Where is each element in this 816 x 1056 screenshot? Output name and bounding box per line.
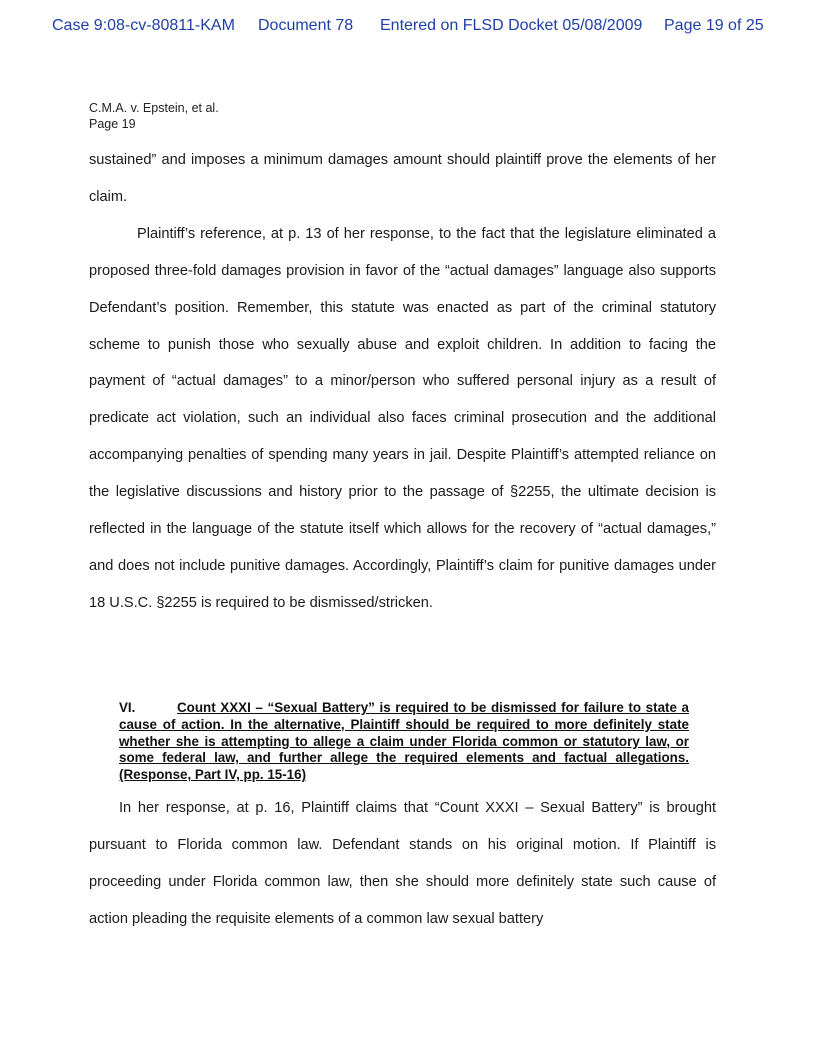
paragraph-continuation: sustained” and imposes a minimum damages amount should plaintiff prove the elements of her claim. [89,152,716,205]
page-indicator: Page 19 of 25 [664,17,764,34]
running-page-number: Page 19 [89,117,136,131]
running-head [89,100,219,132]
case-caption: C.M.A. v. Epstein, et al. [89,101,219,115]
case-number: Case 9:08-cv-80811-KAM [52,17,235,34]
docket-entry-date: Entered on FLSD Docket 05/08/2009 [380,17,643,34]
paragraph-legislature: Plaintiff’s reference, at p. 13 of her response, to the fact that the legislature eliminated a proposed three-fold damages provision in favor of the “actual damages” language also supports Defendant’s position. Remember, this statute was enacted as part of the criminal statutory scheme to punish those who sexually abuse and exploit children. In addition to facing the payment of “actual damages” to a minor/person who suffered personal injury as a result of predicate act violation, such an individual also faces criminal prosecution and the additional accompanying penalties of spending many years in jail. Despite Plaintiff’s attempted reliance on the legislative discussions and history prior to the passage of §2255, the ultimate decision is reflected in the language of the statute itself which allows for the recovery of “actual damages,” and does not include punitive damages. Accordingly, Plaintiff’s claim for punitive damages under 18 U.S.C. §2255 is required to be dismissed/stricken. [89,225,716,611]
paragraph-count-xxxi: In her response, at p. 16, Plaintiff claims that “Count XXXI – Sexual Battery” is brought pursuant to Florida common law. Defendant stands on his original motion. If Plaintiff is proceeding under Florida common law, then she should more definitely state such cause of action pleading the requisite elements of a common law sexual battery [89,800,716,927]
section-title: Count XXXI – “Sexual Battery” is required to be dismissed for failure to state a cause of action. In the alternative, Plaintiff should be required to more definitely state whether she is attempting to allege a claim under Florida common or statutory law, or some federal law, and further allege the required elements and factual allegations. (Response, Part IV, pp. 15-16) [119,700,689,783]
section-number: VI. [119,700,136,715]
body-text [89,142,716,622]
document-number: Document 78 [258,17,354,34]
section-heading [119,700,689,784]
body-text-continued [89,790,716,938]
